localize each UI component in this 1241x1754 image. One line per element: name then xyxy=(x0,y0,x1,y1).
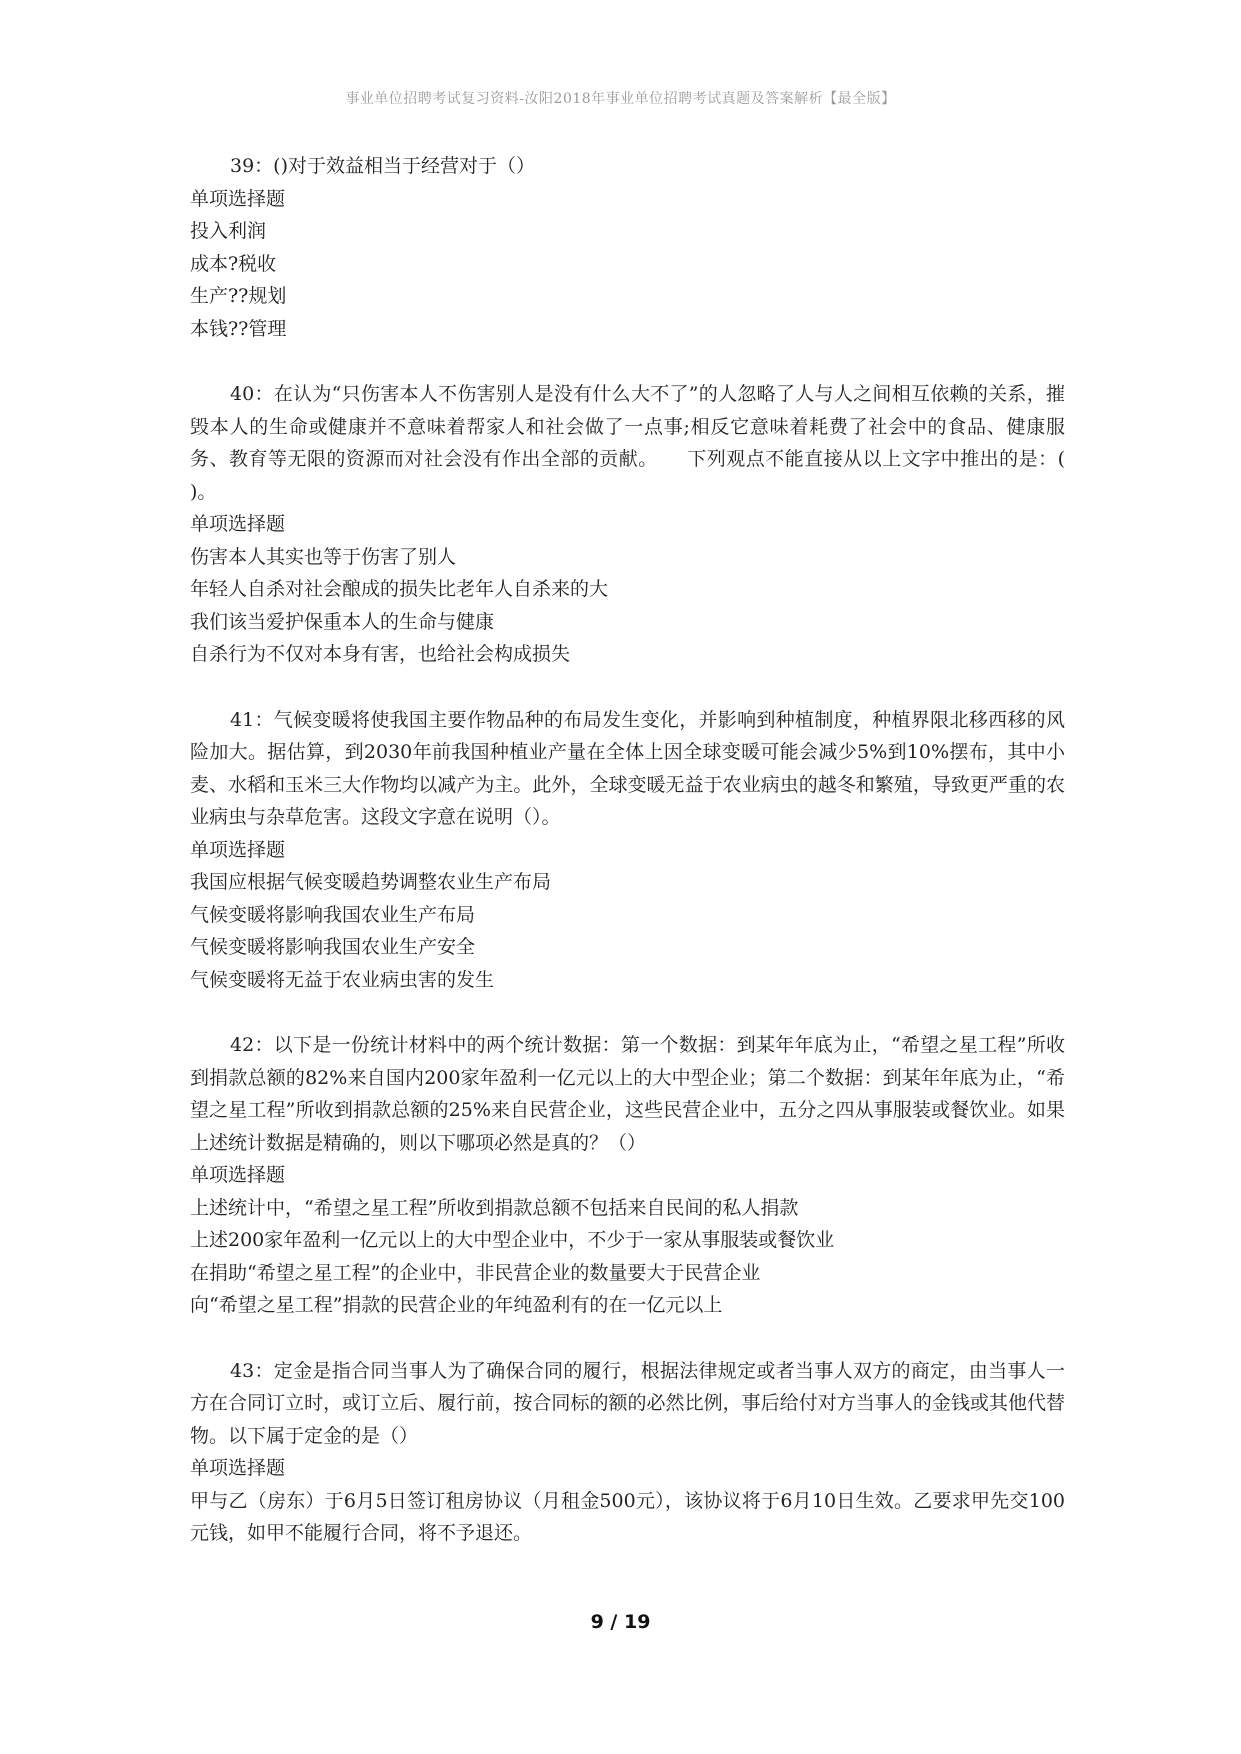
option: 气候变暖将无益于农业病虫害的发生 xyxy=(190,968,495,991)
option: 我国应根据气候变暖趋势调整农业生产布局 xyxy=(190,871,552,893)
option: 上述统计中，“希望之星工程”所收到捐款总额不包括来自民间的私人捐款 xyxy=(190,1196,799,1219)
option: 成本?税收 xyxy=(190,252,277,275)
question-stem: 41：气候变暖将使我国主要作物品种的布局发生变化，并影响到种植制度，种植界限北移西移的风险加大。据估算，到2030年前我国种植业产量在全体上因全球变暖可能会减少5%到10%摆布，其中小麦、水稻和玉米三大作物均以减产为主。此外，全球变暖无益于农业病虫的越冬和繁殖，导致更严重的农业病虫与杂草危害。这段文字意在说明（）。 xyxy=(190,708,1065,828)
question-stem: 43：定金是指合同当事人为了确保合同的履行，根据法律规定或者当事人双方的商定，由当事人一方在合同订立时，或订立后、履行前，按合同标的额的必然比例，事后给付对方当事人的金钱或其他代替物。以下属于定金的是（） xyxy=(190,1359,1065,1447)
option: 投入利润 xyxy=(190,220,267,242)
option: 生产??规划 xyxy=(190,285,287,307)
option: 伤害本人其实也等于伤害了别人 xyxy=(190,545,457,568)
question-stem: 40：在认为“只伤害本人不伤害别人是没有什么大不了”的人忽略了人与人之间相互依赖的关系，摧毁本人的生命或健康并不意味着帮家人和社会做了一点事;相反它意味着耗费了社会中的食品、健康服务、教育等无限的资源而对社会没有作出全部的贡献。 下列观点不能直接从以上文字中推出的是：( )。 xyxy=(190,383,1065,503)
option: 甲与乙（房东）于6月5日签订租房协议（月租金500元），该协议将于6月10日生效。乙要求甲先交100元钱，如甲不能履行合同，将不予退还。 xyxy=(190,1489,1065,1544)
question-41 xyxy=(190,704,1065,997)
question-stem: 42：以下是一份统计材料中的两个统计数据：第一个数据：到某年年底为止，“希望之星工程”所收到捐款总额的82%来自国内200家年盈利一亿元以上的大中型企业；第二个数据：到某年年底为止，“希望之星工程”所收到捐款总额的25%来自民营企业，这些民营企业中，五分之四从事服装或餐饮业。如果上述统计数据是精确的，则以下哪项必然是真的？（） xyxy=(190,1034,1065,1154)
option: 自杀行为不仅对本身有害，也给社会构成损失 xyxy=(190,643,571,665)
option: 上述200家年盈利一亿元以上的大中型企业中，不少于一家从事服装或餐饮业 xyxy=(190,1229,835,1251)
question-type: 单项选择题 xyxy=(190,838,286,861)
page-header: 事业单位招聘考试复习资料-汝阳2018年事业单位招聘考试真题及答案解析【最全版】 xyxy=(345,91,896,107)
document-body xyxy=(190,150,1065,1583)
question-40 xyxy=(190,378,1065,671)
question-type: 单项选择题 xyxy=(190,187,286,210)
question-type: 单项选择题 xyxy=(190,1164,286,1186)
question-type: 单项选择题 xyxy=(190,513,286,535)
question-43 xyxy=(190,1355,1065,1550)
question-42 xyxy=(190,1029,1065,1322)
option: 在捐助“希望之星工程”的企业中，非民营企业的数量要大于民营企业 xyxy=(190,1261,761,1284)
question-39 xyxy=(190,150,1065,345)
question-stem: 39：()对于效益相当于经营对于（） xyxy=(230,155,536,177)
page-number: 9 / 19 xyxy=(590,1611,651,1633)
option: 气候变暖将影响我国农业生产安全 xyxy=(190,936,476,958)
option: 我们该当爱护保重本人的生命与健康 xyxy=(190,610,495,633)
option: 气候变暖将影响我国农业生产布局 xyxy=(190,903,476,926)
option: 本钱??管理 xyxy=(190,317,287,340)
question-type: 单项选择题 xyxy=(190,1457,286,1479)
option: 向“希望之星工程”捐款的民营企业的年纯盈利有的在一亿元以上 xyxy=(190,1294,723,1316)
option: 年轻人自杀对社会酿成的损失比老年人自杀来的大 xyxy=(190,578,609,600)
